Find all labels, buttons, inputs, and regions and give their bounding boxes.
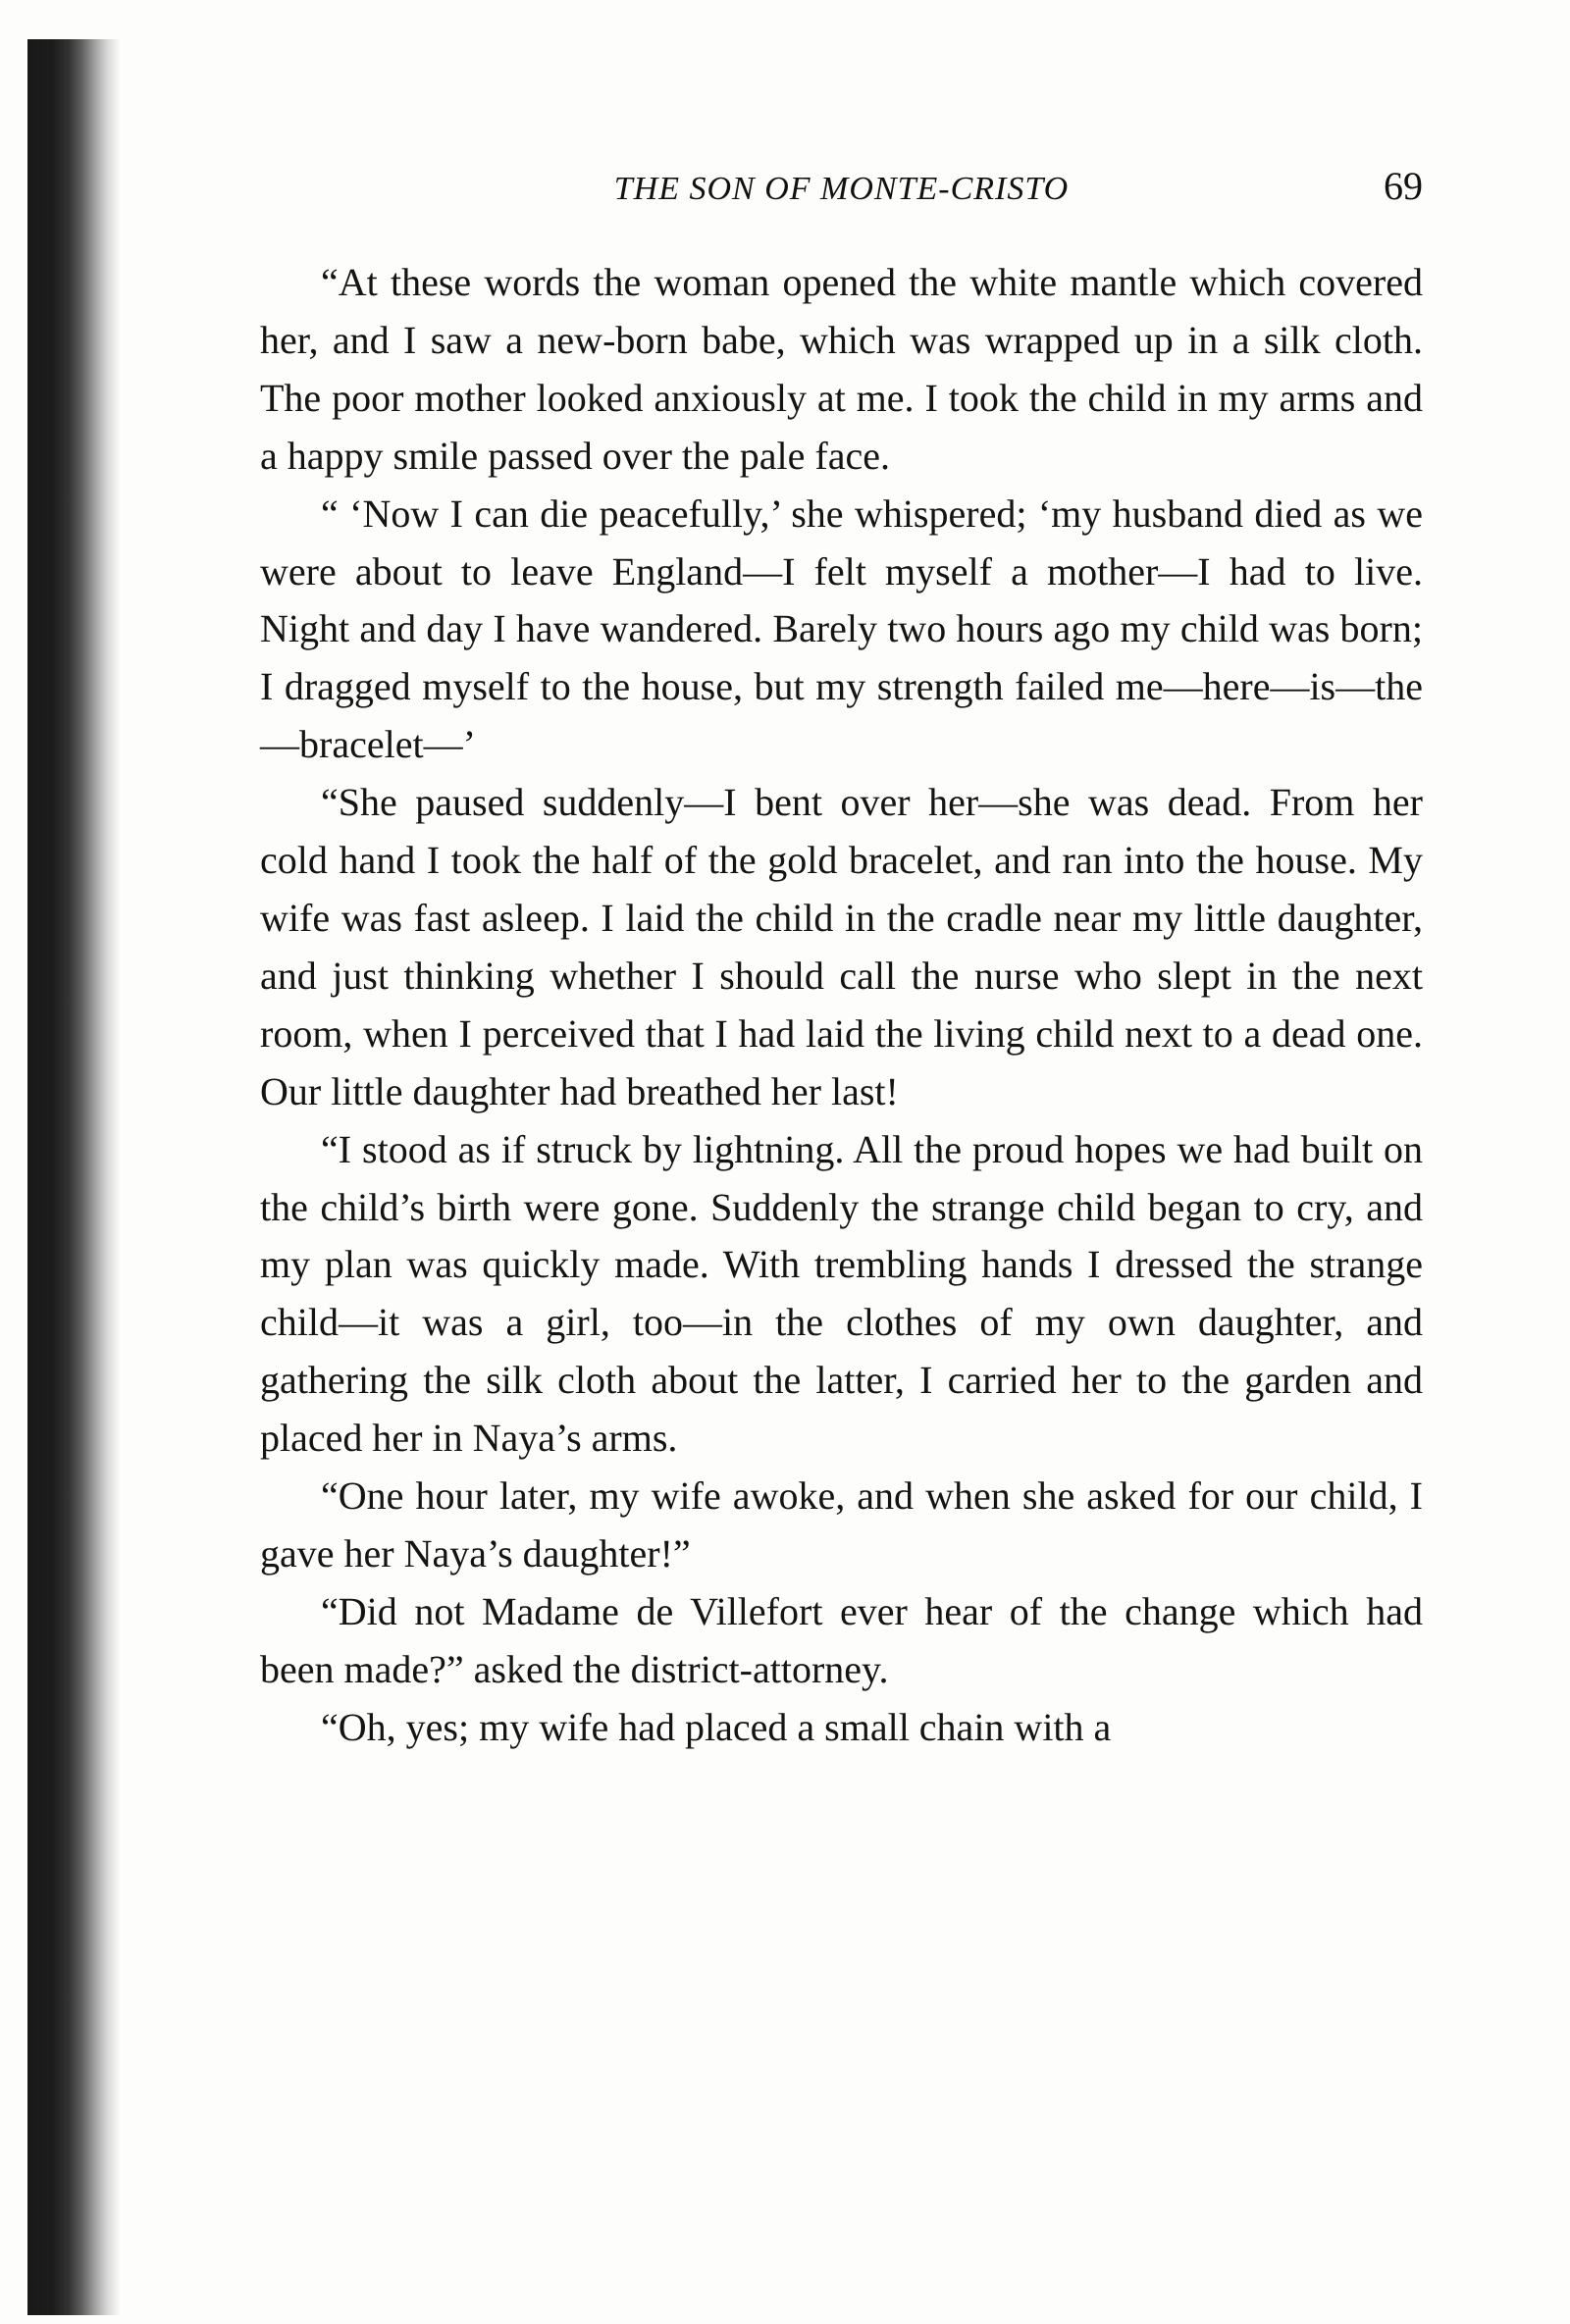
running-title: THE SON OF MONTE-CRISTO (613, 171, 1070, 207)
paragraph-7: “Oh, yes; my wife had placed a small chain with a (321, 1704, 1112, 1749)
body-text (260, 254, 1423, 1757)
paragraph-5: “One hour later, my wife awoke, and when she asked for our child, I gave her Naya’s daughter!” (260, 1473, 1423, 1575)
paragraph-4: “I stood as if struck by lightning. All the proud hopes we had built on the child’s birth were gone. Suddenly the strange child began to cry, and my plan was quickly made. With trembling hands I dressed the strange child—it was a girl, too—in the clothes of my own daughter, and gathering the silk cloth about the latter, I carried her to the garden and placed her in Naya’s arms. (260, 1126, 1423, 1461)
paragraph-3: “She paused suddenly—I bent over her—she was dead. From her cold hand I took the half of the gold bracelet, and ran into the house. My wife was fast asleep. I laid the child in the cradle near my little daughter, and just thinking whether I should call the nurse who slept in the next room, when I perceived that I had laid the living child next to a dead one. Our little daughter had breathed her last! (260, 780, 1423, 1113)
page-header (260, 163, 1423, 220)
page-number: 69 (1384, 164, 1423, 208)
paragraph-2: “ ‘Now I can die peacefully,’ she whispered; ‘my husband died as we were about to leave England—I felt myself a mother—I had to live. Night and day I have wandered. Barely two hours ago my child was born; I dragged myself to the house, but my strength failed me—here—is—the—bracelet—’ (260, 491, 1423, 767)
paragraph-1: “At these words the woman opened the white mantle which covered her, and I saw a new-born babe, which was wrapped up in a silk cloth. The poor mother looked anxiously at me. I took the child in my arms and a happy smile passed over the pale face. (260, 260, 1423, 478)
paragraph-6: “Did not Madame de Villefort ever hear of the change which had been made?” asked the district-attorney. (260, 1588, 1423, 1691)
binding-shadow (27, 39, 121, 2315)
